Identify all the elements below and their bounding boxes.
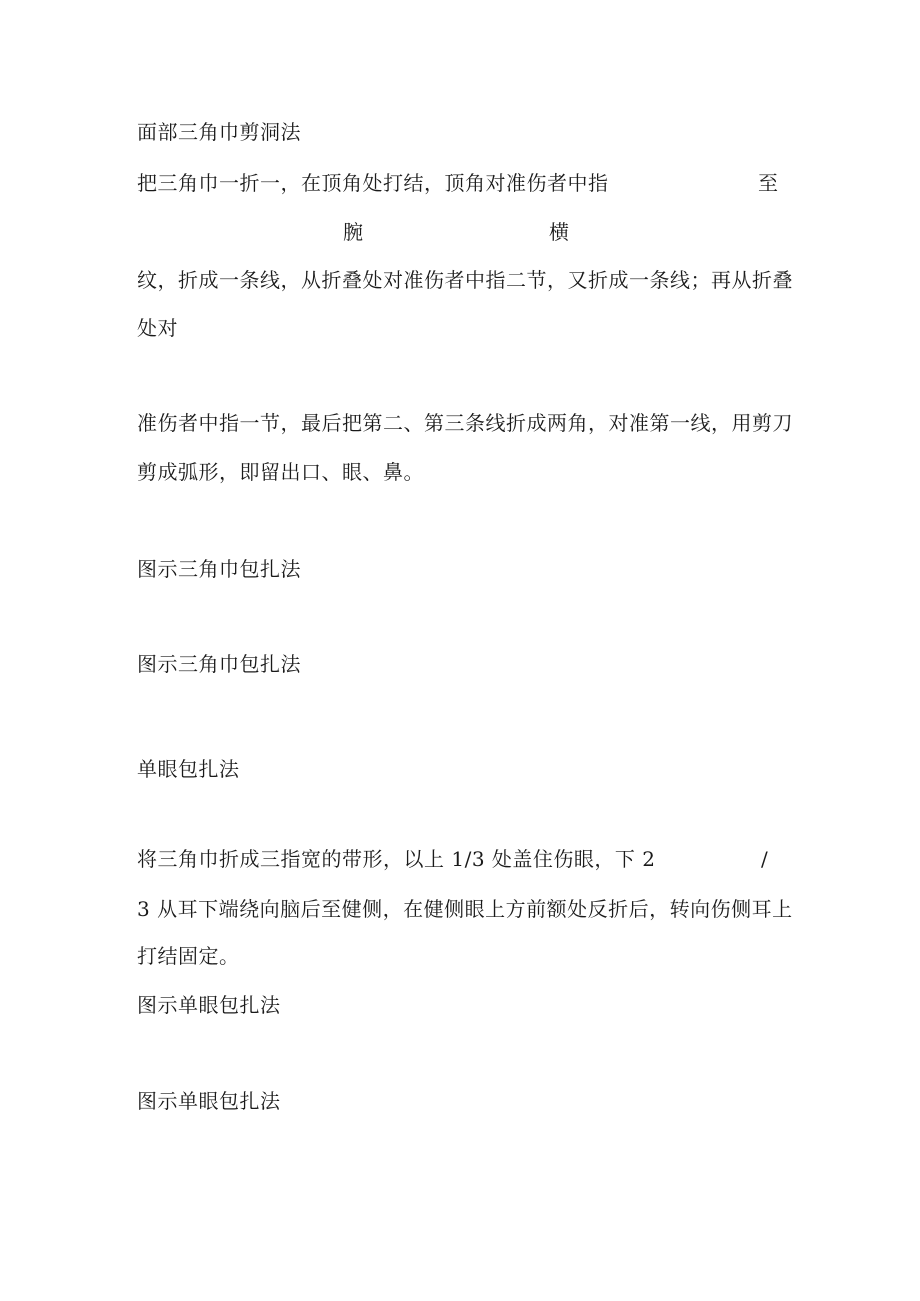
- paragraph-spaced-char: 腕: [343, 220, 363, 244]
- paragraph-line: 打结固定。: [137, 944, 240, 968]
- figure-caption: 图示三角巾包扎法: [137, 557, 301, 581]
- paragraph-line: 将三角巾折成三指宽的带形，以上 1/3 处盖住伤眼，下 2: [137, 847, 656, 871]
- paragraph-line: 剪成弧形，即留出口、眼、鼻。: [137, 460, 424, 484]
- section-heading-face-bandage: 面部三角巾剪洞法: [137, 120, 301, 144]
- figure-caption: 图示三角巾包扎法: [137, 652, 301, 676]
- figure-caption: 图示单眼包扎法: [137, 993, 281, 1017]
- paragraph-line: 准伤者中指一节，最后把第二、第三条线折成两角，对准第一线，用剪刀: [137, 411, 793, 435]
- paragraph-line: 纹，折成一条线，从折叠处对准伤者中指二节，又折成一条线；再从折叠: [137, 268, 793, 292]
- paragraph-line: 处对: [137, 316, 178, 340]
- paragraph-line-end: 至: [758, 171, 778, 195]
- section-heading-single-eye: 单眼包扎法: [137, 757, 240, 781]
- paragraph-spaced-char: 横: [549, 220, 569, 244]
- paragraph-line: 把三角巾一折一，在顶角处打结，顶角对准伤者中指: [137, 171, 609, 195]
- paragraph-line: 3 从耳下端绕向脑后至健侧，在健侧眼上方前额处反折后，转向伤侧耳上: [137, 897, 793, 921]
- figure-caption: 图示单眼包扎法: [137, 1089, 281, 1113]
- paragraph-line-end: /: [761, 847, 768, 871]
